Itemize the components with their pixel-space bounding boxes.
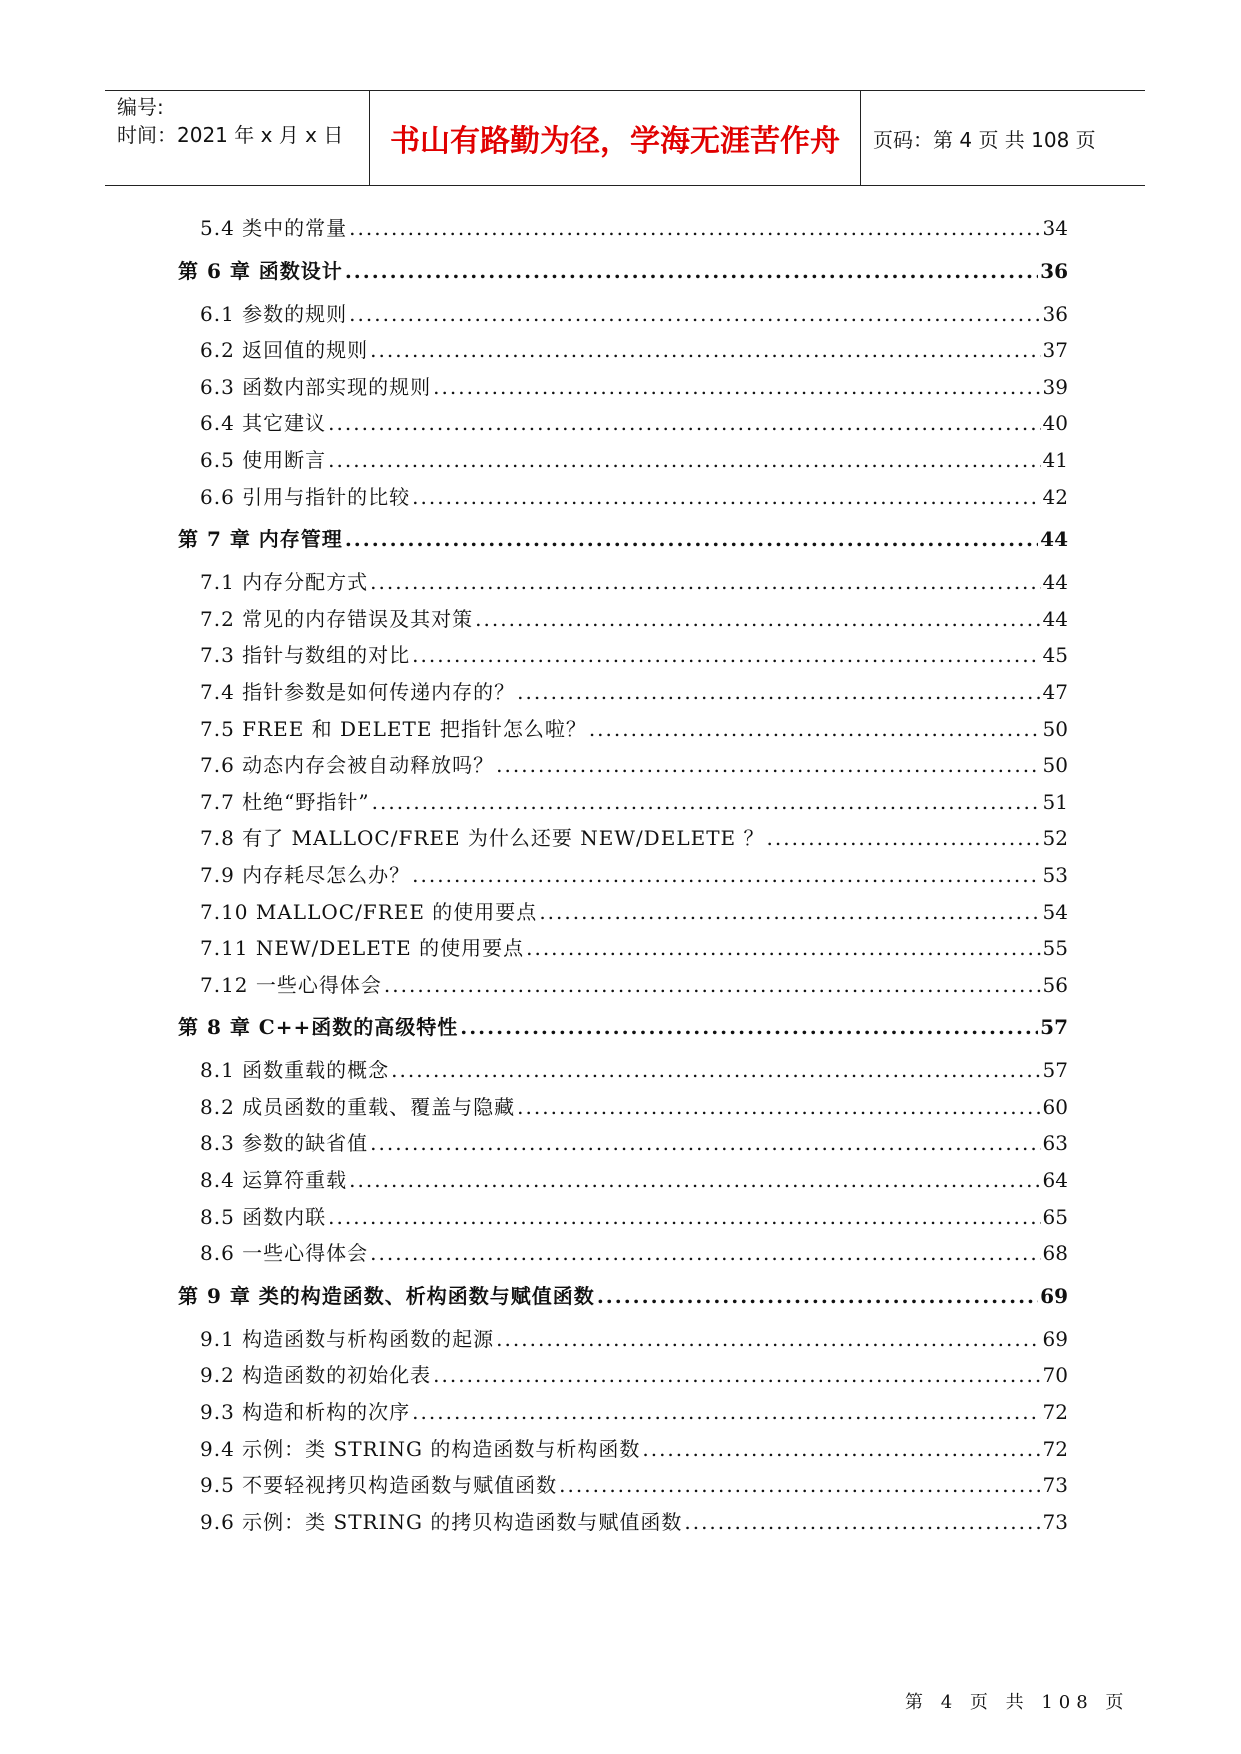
- toc-section-entry[interactable]: [178, 369, 1068, 406]
- toc-entry-page: 72: [1042, 1436, 1068, 1461]
- toc-entry-page: 60: [1042, 1094, 1068, 1119]
- toc-entry-page: 45: [1042, 643, 1068, 668]
- toc-entry-page: 44: [1042, 570, 1068, 595]
- toc-section-entry[interactable]: [178, 1125, 1068, 1162]
- toc-dot-leader: [539, 894, 1040, 931]
- toc-dot-leader: [370, 332, 1040, 369]
- toc-section-entry[interactable]: [178, 1089, 1068, 1126]
- toc-entry-title: 6.4 其它建议: [200, 411, 327, 436]
- toc-entry-title: 第 6 章 函数设计: [178, 258, 343, 283]
- toc-entry-title: 6.3 函数内部实现的规则: [200, 374, 432, 399]
- toc-entry-page: 57: [1040, 1015, 1068, 1040]
- toc-entry-title: 7.6 动态内存会被自动释放吗？: [200, 753, 495, 778]
- toc-dot-leader: [517, 674, 1040, 711]
- toc-entry-page: 64: [1042, 1168, 1068, 1193]
- toc-chapter-entry[interactable]: [178, 515, 1068, 564]
- header-page-info: 页码：第 4 页 共 108 页: [873, 127, 1096, 152]
- toc-entry-title: 8.5 函数内联: [200, 1204, 327, 1229]
- toc-entry-title: 5.4 类中的常量: [200, 216, 348, 240]
- toc-entry-page: 47: [1042, 679, 1068, 704]
- toc-entry-page: 42: [1042, 484, 1068, 509]
- toc-section-entry[interactable]: [178, 1504, 1068, 1541]
- toc-dot-leader: [384, 967, 1041, 1004]
- toc-section-entry[interactable]: [178, 674, 1068, 711]
- toc-section-entry[interactable]: [178, 1467, 1068, 1504]
- toc-entry-page: 37: [1042, 338, 1068, 363]
- toc-dot-leader: [370, 1125, 1040, 1162]
- toc-entry-page: 52: [1042, 826, 1068, 851]
- toc-entry-page: 50: [1042, 753, 1068, 778]
- toc-entry-page: 54: [1042, 899, 1068, 924]
- toc-entry-page: 68: [1042, 1241, 1068, 1266]
- toc-chapter-entry[interactable]: [178, 1272, 1068, 1321]
- toc-section-entry[interactable]: [178, 1199, 1068, 1236]
- toc-dot-leader: [597, 1272, 1038, 1321]
- toc-dot-leader: [349, 210, 1040, 247]
- toc-dot-leader: [517, 1089, 1040, 1126]
- toc-section-entry[interactable]: [178, 1235, 1068, 1272]
- toc-section-entry[interactable]: [178, 442, 1068, 479]
- toc-entry-title: 7.5 FREE 和 DELETE 把指针怎么啦？: [200, 716, 587, 741]
- toc-dot-leader: [412, 857, 1040, 894]
- toc-entry-page: 50: [1042, 716, 1068, 741]
- toc-dot-leader: [433, 1357, 1040, 1394]
- toc-section-entry[interactable]: [178, 1431, 1068, 1468]
- toc-entry-page: 69: [1042, 1326, 1068, 1351]
- toc-entry-title: 7.8 有了 MALLOC/FREE 为什么还要 NEW/DELETE ？: [200, 826, 765, 851]
- toc-entry-title: 9.6 示例：类 STRING 的拷贝构造函数与赋值函数: [200, 1509, 683, 1534]
- table-of-contents: [178, 210, 1068, 1540]
- toc-chapter-entry[interactable]: [178, 247, 1068, 296]
- toc-dot-leader: [684, 1504, 1040, 1541]
- toc-entry-title: 8.6 一些心得体会: [200, 1241, 369, 1266]
- toc-entry-title: 第 8 章 C++函数的高级特性: [178, 1015, 459, 1040]
- toc-entry-page: 55: [1042, 936, 1068, 961]
- toc-entry-title: 9.3 构造和析构的次序: [200, 1400, 411, 1425]
- toc-entry-page: 70: [1042, 1363, 1068, 1388]
- toc-entry-title: 7.2 常见的内存错误及其对策: [200, 606, 474, 631]
- toc-entry-page: 63: [1042, 1131, 1068, 1156]
- toc-entry-page: 56: [1042, 972, 1068, 997]
- toc-section-entry[interactable]: [178, 784, 1068, 821]
- toc-entry-title: 第 7 章 内存管理: [178, 527, 343, 552]
- toc-section-entry[interactable]: [178, 1321, 1068, 1358]
- toc-section-entry[interactable]: [178, 820, 1068, 857]
- toc-entry-page: 69: [1040, 1283, 1068, 1308]
- page-header: [105, 90, 1145, 186]
- toc-chapter-entry[interactable]: [178, 1003, 1068, 1052]
- toc-dot-leader: [412, 1394, 1040, 1431]
- toc-dot-leader: [391, 1052, 1040, 1089]
- toc-section-entry[interactable]: [178, 967, 1068, 1004]
- toc-entry-title: 6.5 使用断言: [200, 447, 327, 472]
- toc-entry-title: 第 9 章 类的构造函数、析构函数与赋值函数: [178, 1283, 595, 1308]
- toc-dot-leader: [589, 711, 1041, 748]
- toc-entry-page: 44: [1040, 527, 1068, 552]
- toc-section-entry[interactable]: [178, 930, 1068, 967]
- toc-entry-page: 39: [1042, 374, 1068, 399]
- toc-section-entry[interactable]: [178, 332, 1068, 369]
- header-motto: 书山有路勤为径，学海无涯苦作舟: [370, 91, 861, 185]
- toc-entry-title: 8.2 成员函数的重载、覆盖与隐藏: [200, 1094, 516, 1119]
- toc-entry-page: 73: [1042, 1509, 1068, 1534]
- toc-section-entry[interactable]: [178, 210, 1068, 247]
- toc-dot-leader: [412, 637, 1040, 674]
- toc-section-entry[interactable]: [178, 857, 1068, 894]
- toc-entry-title: 7.7 杜绝“野指针”: [200, 789, 370, 814]
- page-footer: 第 4 页 共 108 页: [905, 1692, 1130, 1713]
- toc-section-entry[interactable]: [178, 1162, 1068, 1199]
- toc-dot-leader: [328, 1199, 1040, 1236]
- toc-dot-leader: [559, 1467, 1040, 1504]
- toc-dot-leader: [370, 1235, 1040, 1272]
- toc-entry-title: 7.9 内存耗尽怎么办？: [200, 862, 411, 887]
- toc-section-entry[interactable]: [178, 1394, 1068, 1431]
- toc-entry-page: 41: [1042, 447, 1068, 472]
- toc-entry-title: 8.3 参数的缺省值: [200, 1131, 369, 1156]
- toc-section-entry[interactable]: [178, 637, 1068, 674]
- toc-section-entry[interactable]: [178, 601, 1068, 638]
- toc-dot-leader: [372, 784, 1041, 821]
- toc-entry-title: 7.3 指针与数组的对比: [200, 643, 411, 668]
- toc-section-entry[interactable]: [178, 479, 1068, 516]
- toc-section-entry[interactable]: [178, 564, 1068, 601]
- toc-entry-page: 57: [1042, 1058, 1068, 1083]
- toc-entry-title: 6.1 参数的规则: [200, 301, 348, 326]
- toc-entry-title: 6.6 引用与指针的比较: [200, 484, 411, 509]
- toc-dot-leader: [642, 1431, 1040, 1468]
- toc-section-entry[interactable]: [178, 894, 1068, 931]
- toc-entry-page: 65: [1042, 1204, 1068, 1229]
- toc-entry-title: 7.1 内存分配方式: [200, 570, 369, 595]
- toc-section-entry[interactable]: [178, 711, 1068, 748]
- toc-entry-title: 6.2 返回值的规则: [200, 338, 369, 363]
- toc-entry-title: 8.4 运算符重载: [200, 1168, 348, 1193]
- toc-dot-leader: [496, 1321, 1040, 1358]
- toc-dot-leader: [328, 442, 1040, 479]
- toc-entry-title: 8.1 函数重载的概念: [200, 1058, 390, 1083]
- toc-entry-page: 34: [1042, 216, 1068, 240]
- toc-entry-title: 7.10 MALLOC/FREE 的使用要点: [200, 899, 538, 924]
- toc-dot-leader: [475, 601, 1040, 638]
- toc-entry-page: 51: [1042, 789, 1068, 814]
- header-number-label: 编号:: [117, 95, 164, 119]
- toc-dot-leader: [345, 247, 1038, 296]
- toc-entry-page: 73: [1042, 1473, 1068, 1498]
- header-meta: [105, 91, 370, 185]
- toc-entry-title: 9.5 不要轻视拷贝构造函数与赋值函数: [200, 1473, 558, 1498]
- toc-entry-title: 9.4 示例：类 STRING 的构造函数与析构函数: [200, 1436, 641, 1461]
- toc-dot-leader: [767, 820, 1041, 857]
- toc-section-entry[interactable]: [178, 747, 1068, 784]
- header-time-label: 时间：2021 年 x 月 x 日: [117, 123, 344, 147]
- toc-entry-title: 7.11 NEW/DELETE 的使用要点: [200, 936, 525, 961]
- toc-entry-page: 53: [1042, 862, 1068, 887]
- toc-dot-leader: [526, 930, 1040, 967]
- toc-entry-title: 9.2 构造函数的初始化表: [200, 1363, 432, 1388]
- toc-entry-page: 40: [1042, 411, 1068, 436]
- toc-section-entry[interactable]: [178, 1357, 1068, 1394]
- toc-dot-leader: [460, 1003, 1038, 1052]
- toc-dot-leader: [328, 405, 1040, 442]
- toc-dot-leader: [349, 1162, 1040, 1199]
- toc-dot-leader: [496, 747, 1040, 784]
- toc-entry-title: 7.12 一些心得体会: [200, 972, 382, 997]
- toc-section-entry[interactable]: [178, 1052, 1068, 1089]
- toc-dot-leader: [370, 564, 1040, 601]
- toc-dot-leader: [345, 515, 1038, 564]
- toc-entry-page: 72: [1042, 1400, 1068, 1425]
- toc-section-entry[interactable]: [178, 405, 1068, 442]
- toc-dot-leader: [412, 479, 1040, 516]
- toc-entry-page: 36: [1040, 258, 1068, 283]
- toc-entry-title: 7.4 指针参数是如何传递内存的？: [200, 679, 516, 704]
- toc-entry-page: 36: [1042, 301, 1068, 326]
- toc-dot-leader: [349, 296, 1040, 333]
- toc-dot-leader: [433, 369, 1040, 406]
- toc-section-entry[interactable]: [178, 296, 1068, 333]
- toc-entry-title: 9.1 构造函数与析构函数的起源: [200, 1326, 495, 1351]
- toc-entry-page: 44: [1042, 606, 1068, 631]
